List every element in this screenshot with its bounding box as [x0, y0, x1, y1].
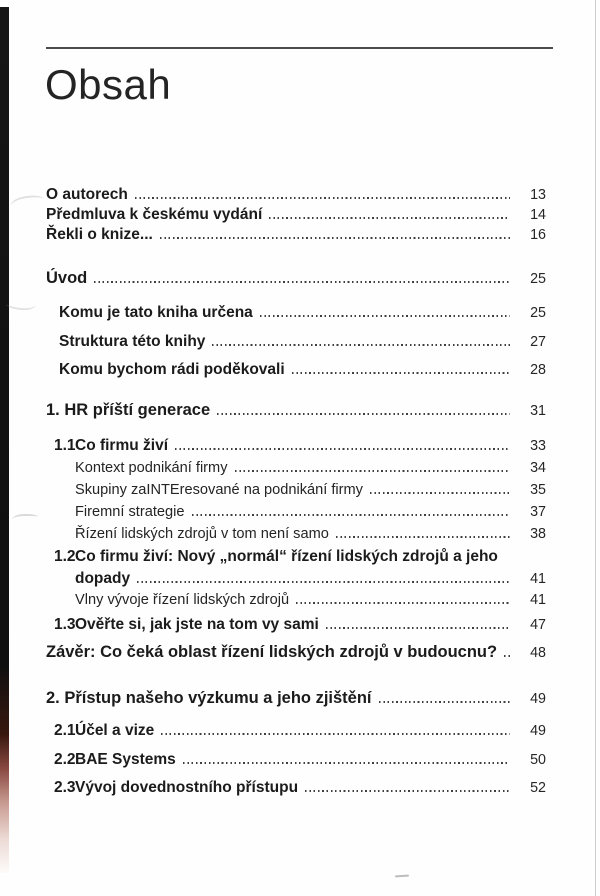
toc-page-number: 49 — [530, 691, 546, 707]
toc-entry-label: BAE Systems — [75, 751, 176, 768]
toc-page-number: 47 — [530, 617, 546, 633]
dot-leader — [305, 790, 510, 792]
toc-page-number: 37 — [530, 504, 546, 520]
toc-entry-label: Vlny vývoje řízení lidských zdrojů — [75, 592, 290, 608]
toc-row-predmluva — [46, 205, 546, 225]
toc-row-1-1 — [54, 436, 546, 456]
toc-entry-label: Vývoj dovednostního přístupu — [75, 779, 299, 796]
toc-entry-label: Komu je tato kniha určena — [59, 304, 253, 321]
dot-leader — [217, 413, 510, 415]
toc-row-o-autorech — [46, 185, 546, 205]
toc-row-chapter-1 — [46, 400, 546, 420]
toc-entry-label: O autorech — [46, 186, 128, 203]
toc-row-1-2 — [54, 546, 546, 590]
toc-section-number: 1.2 — [54, 548, 76, 565]
toc-row-rekli-o-knize — [46, 225, 546, 245]
dot-leader — [326, 627, 510, 629]
toc-section-number: 1.3 — [54, 616, 76, 633]
toc-page-number: 25 — [530, 271, 546, 287]
toc-row-firemni-strategie — [75, 502, 546, 522]
toc-page-number: 41 — [530, 571, 546, 587]
toc-row-1-3 — [54, 615, 546, 635]
toc-entry-line2 — [75, 568, 546, 590]
toc-page-number: 38 — [530, 526, 546, 542]
toc-page-number: 48 — [530, 645, 546, 661]
dot-leader — [235, 470, 510, 472]
toc-page-number: 34 — [530, 460, 546, 476]
dot-leader — [183, 762, 510, 764]
toc-entry-label: Co firmu živí: Nový „normál“ řízení lidských zdrojů a jeho — [75, 548, 498, 565]
scan-smudge — [5, 296, 36, 311]
toc-page-number: 33 — [530, 438, 546, 454]
toc-row-uvod — [46, 268, 546, 288]
toc-section-number: 2.1 — [54, 722, 76, 739]
dot-leader — [137, 581, 510, 583]
dot-leader — [504, 655, 510, 657]
toc-entry-label: Komu bychom rádi poděkovali — [59, 361, 285, 378]
toc-row-podekovali — [59, 360, 546, 380]
toc-entry-label: Firemní strategie — [75, 504, 185, 520]
toc-entry-label: Předmluva k českému vydání — [46, 206, 263, 223]
table-of-contents — [46, 185, 546, 798]
dot-leader — [296, 602, 510, 604]
toc-entry-label: Co firmu živí — [75, 437, 169, 454]
toc-entry-label: 2. Přístup našeho výzkumu a jeho zjištění — [46, 689, 372, 707]
dot-leader — [135, 197, 510, 199]
toc-row-kontext — [75, 458, 546, 478]
toc-row-2-1 — [54, 721, 546, 741]
scan-smudge — [9, 194, 45, 213]
toc-section-number: 2.2 — [54, 751, 76, 768]
toc-page-number: 35 — [530, 482, 546, 498]
book-spine-shadow — [0, 7, 9, 873]
dot-leader — [160, 237, 510, 239]
toc-entry-line1 — [54, 546, 546, 568]
toc-entry-label: Kontext podnikání firmy — [75, 460, 228, 476]
toc-page-number: 31 — [530, 403, 546, 419]
dot-leader — [94, 281, 510, 283]
toc-row-2-3 — [54, 778, 546, 798]
toc-entry-label: 1. HR příští generace — [46, 401, 211, 419]
toc-entry-label: Řekli o knize... — [46, 226, 153, 243]
toc-section-number: 1.1 — [54, 437, 76, 454]
toc-page-number: 41 — [530, 592, 546, 608]
toc-entry-label: Struktura této knihy — [59, 333, 206, 350]
toc-row-chapter-2 — [46, 688, 546, 708]
toc-page-number: 13 — [530, 187, 546, 203]
dot-leader — [292, 372, 510, 374]
toc-row-skupiny — [75, 480, 546, 500]
scan-smudge — [12, 514, 38, 522]
dot-leader — [212, 344, 510, 346]
toc-entry-label: Závěr: Co čeká oblast řízení lidských zdrojů v budoucnu? — [46, 643, 498, 661]
dot-leader — [260, 315, 510, 317]
toc-entry-label: Skupiny zaINTEresované na podnikání firmy — [75, 482, 363, 498]
toc-page-number: 28 — [530, 362, 546, 378]
toc-row-komu-urcena — [59, 303, 546, 323]
toc-page-number: 52 — [530, 780, 546, 796]
dot-leader — [336, 536, 510, 538]
scan-smudge — [395, 875, 409, 878]
page-edge-line — [595, 0, 596, 896]
toc-entry-label-continued: dopady — [75, 570, 131, 587]
toc-row-rizeni-neni-samo — [75, 524, 546, 544]
toc-page-number: 25 — [530, 305, 546, 321]
toc-page-number: 50 — [530, 752, 546, 768]
toc-entry-label: Řízení lidských zdrojů v tom není samo — [75, 526, 329, 542]
title-rule — [46, 47, 553, 49]
dot-leader — [269, 217, 510, 219]
toc-entry-label: Ověřte si, jak jste na tom vy sami — [75, 616, 319, 633]
toc-entry-label: Účel a vize — [75, 722, 155, 739]
toc-row-zaver — [46, 642, 546, 662]
dot-leader — [370, 492, 510, 494]
dot-leader — [175, 448, 510, 450]
dot-leader — [192, 514, 511, 516]
toc-page-number: 49 — [530, 723, 546, 739]
toc-page-number: 16 — [530, 227, 546, 243]
toc-section-number: 2.3 — [54, 779, 76, 796]
page-title: Obsah — [45, 61, 172, 108]
toc-row-struktura — [59, 332, 546, 352]
toc-entry-label: Úvod — [46, 269, 88, 287]
toc-page-number: 14 — [530, 207, 546, 223]
toc-row-2-2 — [54, 750, 546, 770]
toc-page-number: 27 — [530, 334, 546, 350]
dot-leader — [161, 733, 510, 735]
toc-row-vlny-vyvoje — [75, 590, 546, 610]
dot-leader — [379, 701, 510, 703]
